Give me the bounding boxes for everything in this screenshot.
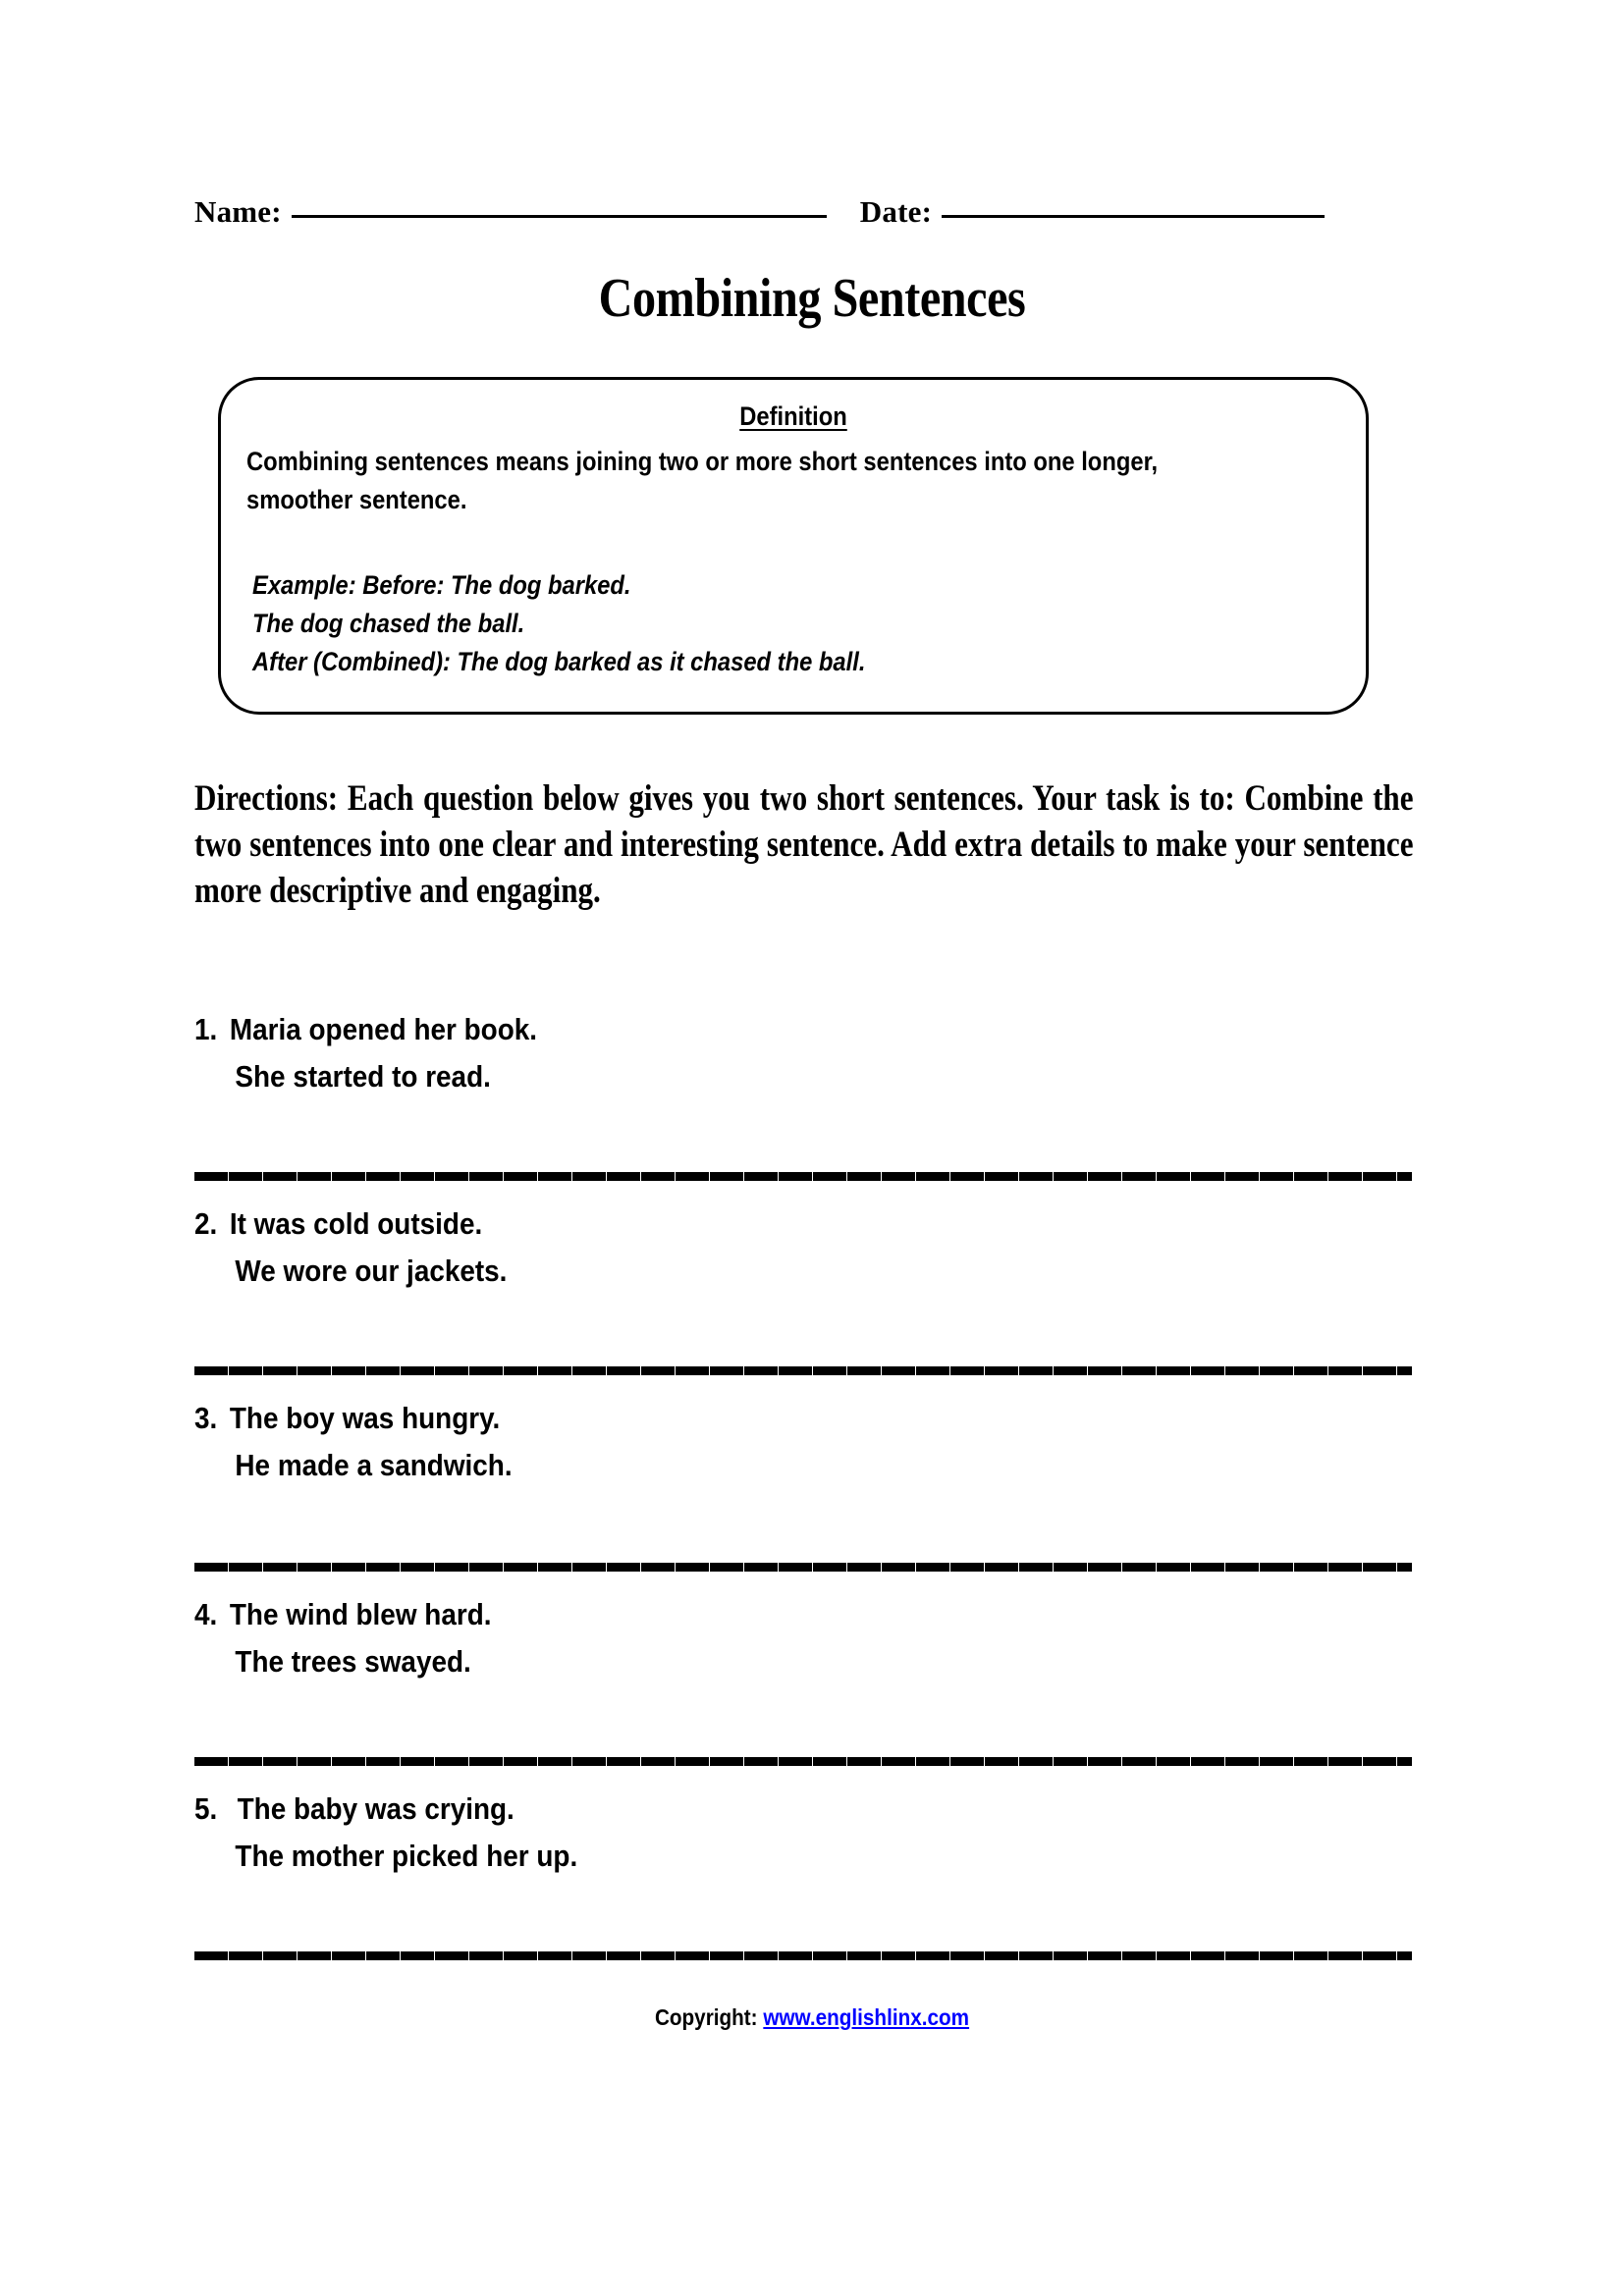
question-number: 4.: [194, 1597, 218, 1631]
date-input-rule[interactable]: [942, 215, 1325, 218]
definition-example-line: After (Combined): The dog barked as it chased the ball.: [252, 647, 866, 676]
question-number: 2.: [194, 1206, 218, 1241]
answer-line[interactable]: [194, 1951, 1412, 1960]
question-sentence-1: The boy was hungry.: [229, 1401, 501, 1435]
question-item: [194, 1201, 1414, 1295]
question-sentence-2: She started to read.: [235, 1059, 491, 1094]
name-date-row: [194, 194, 1412, 240]
question-sentence-1: The baby was crying.: [229, 1791, 514, 1826]
question-item: [194, 1006, 1414, 1100]
name-input-rule[interactable]: [292, 215, 827, 218]
question-sentence-1: The wind blew hard.: [229, 1597, 492, 1631]
question-sentence-1: Maria opened her book.: [229, 1012, 538, 1046]
question-number: 5.: [194, 1791, 218, 1826]
question-sentence-2: He made a sandwich.: [235, 1448, 513, 1482]
question-line-secondary: [194, 1833, 1292, 1880]
question-line-primary: [194, 1591, 1292, 1638]
footer: [81, 2004, 1543, 2031]
answer-line[interactable]: [194, 1757, 1412, 1766]
definition-examples: [252, 566, 1185, 681]
question-number: 3.: [194, 1401, 218, 1435]
question-item: [194, 1591, 1414, 1685]
question-line-secondary: [194, 1053, 1292, 1100]
question-sentence-2: We wore our jackets.: [235, 1254, 508, 1288]
copyright-label: Copyright:: [654, 2004, 758, 2030]
question-line-secondary: [194, 1442, 1292, 1489]
definition-example-line: The dog chased the ball.: [252, 609, 525, 638]
question-line-primary: [194, 1395, 1292, 1442]
question-item: [194, 1786, 1414, 1880]
site-link[interactable]: www.englishlinx.com: [763, 2004, 970, 2030]
answer-line[interactable]: [194, 1366, 1412, 1375]
question-item: [194, 1395, 1414, 1489]
question-line-primary: [194, 1786, 1292, 1833]
page-title: Combining Sentences: [598, 268, 1026, 329]
question-sentence-1: It was cold outside.: [229, 1206, 483, 1241]
definition-box: [218, 377, 1369, 715]
question-sentence-2: The mother picked her up.: [235, 1839, 578, 1873]
answer-line[interactable]: [194, 1172, 1412, 1181]
definition-body: Combining sentences means joining two or more short sentences into one longer, smoother sentence.: [246, 447, 1159, 514]
question-line-primary: [194, 1006, 1292, 1053]
question-line-secondary: [194, 1248, 1292, 1295]
answer-line[interactable]: [194, 1563, 1412, 1572]
definition-example-line: Example: Before: The dog barked.: [252, 570, 631, 600]
question-line-primary: [194, 1201, 1292, 1248]
definition-heading: Definition: [739, 401, 847, 431]
date-label: Date:: [859, 194, 933, 229]
question-number: 1.: [194, 1012, 218, 1046]
name-label: Name:: [194, 194, 282, 229]
question-line-secondary: [194, 1638, 1292, 1685]
directions-text: Directions: Each question below gives you two short sentences. Your task is to: Combine the two sentences into one clear and interesting sentence. Add extra details to make your sentence more descriptive and engaging.: [194, 778, 1414, 911]
question-sentence-2: The trees swayed.: [235, 1644, 471, 1679]
